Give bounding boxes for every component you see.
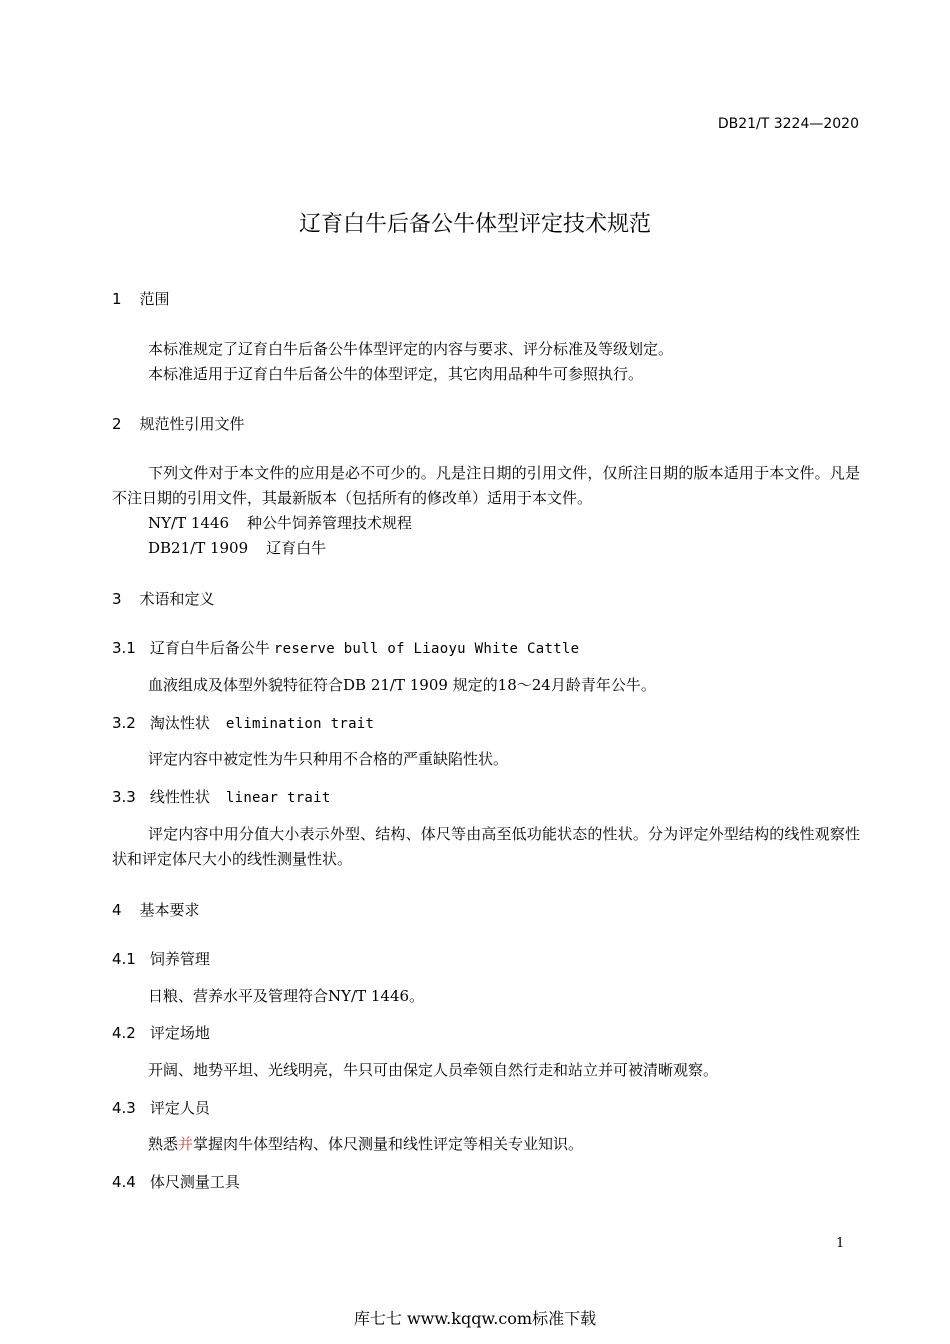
document-number: DB21/T 3224—2020 — [717, 116, 859, 132]
term-number: 3.1 — [112, 639, 136, 657]
term-number: 3.3 — [112, 788, 136, 806]
normative-reference — [148, 512, 412, 533]
subsection-title: 评定人员 — [149, 1099, 210, 1117]
section-3-heading — [112, 588, 215, 609]
section-title: 范围 — [139, 290, 170, 308]
section-number: 4 — [112, 901, 122, 919]
highlighted-text: 并 — [178, 1135, 194, 1153]
section-1-heading — [112, 288, 170, 309]
subsection-number: 4.3 — [112, 1099, 136, 1117]
term-number: 3.2 — [112, 714, 136, 732]
text-run: 掌握肉牛体型结构、体尺测量和线性评定等相关专业知识。 — [193, 1135, 584, 1153]
subsection-title: 评定场地 — [149, 1024, 210, 1042]
paragraph — [148, 1133, 583, 1154]
paragraph: 日粮、营养水平及管理符合NY/T 1446。 — [148, 987, 425, 1005]
subsection-4-1-heading — [112, 948, 210, 969]
term-chinese: 线性性状 — [149, 788, 210, 806]
section-number: 1 — [112, 290, 122, 308]
reference-code: DB21/T 1909 — [148, 539, 249, 557]
term-3-1-heading — [112, 637, 579, 658]
term-chinese: 淘汰性状 — [149, 714, 210, 732]
section-4-heading — [112, 899, 200, 920]
reference-name: 辽育白牛 — [266, 539, 327, 557]
term-english: reserve bull of Liaoyu White Cattle — [273, 641, 580, 657]
subsection-number: 4.4 — [112, 1173, 136, 1191]
term-3-3-heading — [112, 786, 331, 807]
section-title: 规范性引用文件 — [139, 415, 245, 433]
term-chinese: 辽育白牛后备公牛 — [149, 639, 270, 657]
paragraph: 下列文件对于本文件的应用是必不可少的。凡是注日期的引用文件，仅所注日期的版本适用于本文件。凡是不注日期的引用文件，其最新版本（包括所有的修改单）适用于本文件。 — [112, 464, 860, 507]
term-definition: 评定内容中用分值大小表示外型、结构、体尺等由高至低功能状态的性状。分为评定外型结构的线性观察性状和评定体尺大小的线性测量性状。 — [112, 825, 860, 868]
section-number: 3 — [112, 590, 122, 608]
reference-code: NY/T 1446 — [148, 514, 230, 532]
subsection-title: 饲养管理 — [149, 950, 210, 968]
footer-watermark: 库七七 www.kqqw.com标准下载 — [353, 1309, 597, 1328]
term-definition: 血液组成及体型外貌特征符合DB 21/T 1909 规定的18～24月龄青年公牛。 — [148, 676, 656, 694]
term-english: linear trait — [225, 790, 331, 806]
term-english: elimination trait — [225, 716, 375, 732]
subsection-4-2-heading — [112, 1022, 210, 1043]
subsection-number: 4.1 — [112, 950, 136, 968]
subsection-title: 体尺测量工具 — [149, 1173, 240, 1191]
paragraph: 本标准规定了辽育白牛后备公牛体型评定的内容与要求、评分标准及等级划定。 — [148, 340, 674, 358]
text-run: 熟悉 — [148, 1135, 179, 1153]
normative-reference — [148, 537, 326, 558]
section-title: 术语和定义 — [139, 590, 215, 608]
paragraph: 本标准适用于辽育白牛后备公牛的体型评定，其它肉用品种牛可参照执行。 — [148, 365, 644, 383]
subsection-number: 4.2 — [112, 1024, 136, 1042]
paragraph: 开阔、地势平坦、光线明亮，牛只可由保定人员牵领自然行走和站立并可被清晰观察。 — [148, 1061, 719, 1079]
page-number: 1 — [836, 1236, 845, 1251]
section-2-heading — [112, 413, 245, 434]
section-title: 基本要求 — [139, 901, 200, 919]
term-definition: 评定内容中被定性为牛只种用不合格的严重缺陷性状。 — [148, 750, 509, 768]
subsection-4-3-heading — [112, 1097, 210, 1118]
reference-name: 种公牛饲养管理技术规程 — [247, 514, 413, 532]
subsection-4-4-heading — [112, 1171, 240, 1192]
term-3-2-heading — [112, 712, 374, 733]
section-number: 2 — [112, 415, 122, 433]
document-title: 辽育白牛后备公牛体型评定技术规范 — [298, 212, 651, 237]
